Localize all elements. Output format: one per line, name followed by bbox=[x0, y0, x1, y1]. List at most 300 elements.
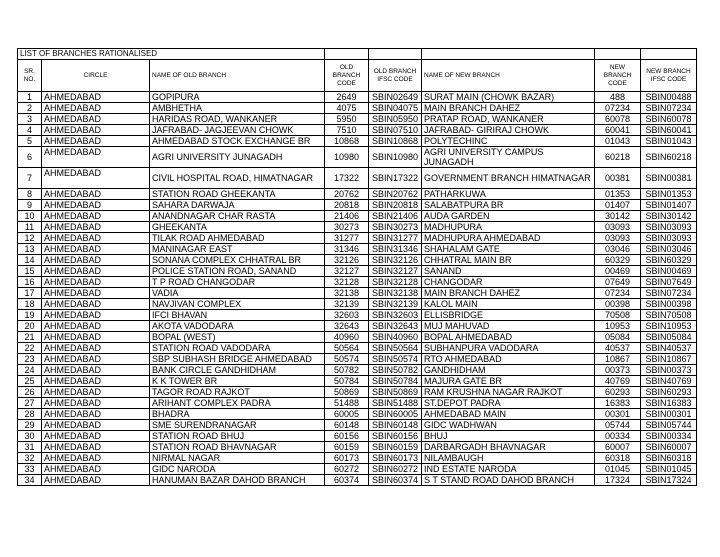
cell-new-branch-name: SANAND bbox=[422, 266, 595, 277]
cell-circle: AHMEDABAD bbox=[42, 431, 150, 442]
header-old-branch-name: NAME OF OLD BRANCH bbox=[150, 60, 325, 92]
cell-old-branch-name: VADIA bbox=[150, 288, 325, 299]
cell-old-ifsc: SBIN31277 bbox=[369, 233, 422, 244]
cell-old-branch-name: BANK CIRCLE GANDHIDHAM bbox=[150, 365, 325, 376]
cell-old-branch-code: 2649 bbox=[325, 92, 369, 103]
cell-old-ifsc: SBIN07510 bbox=[369, 125, 422, 136]
cell-new-branch-name: RAM KRUSHNA NAGAR RAJKOT bbox=[422, 387, 595, 398]
cell-circle: AHMEDABAD bbox=[42, 288, 150, 299]
cell-old-branch-name: BOPAL (WEST) bbox=[150, 332, 325, 343]
cell-sr: 7 bbox=[18, 168, 42, 189]
cell-circle: AHMEDABAD bbox=[42, 453, 150, 464]
cell-old-branch-code: 32127 bbox=[325, 266, 369, 277]
cell-old-branch-name: GOPIPURA bbox=[150, 92, 325, 103]
cell-old-ifsc: SBIN20818 bbox=[369, 200, 422, 211]
cell-old-ifsc: SBIN60005 bbox=[369, 409, 422, 420]
cell-sr: 1 bbox=[18, 92, 42, 103]
cell-old-ifsc: SBIN32643 bbox=[369, 321, 422, 332]
cell-sr: 32 bbox=[18, 453, 42, 464]
cell-old-branch-code: 30273 bbox=[325, 222, 369, 233]
cell-sr: 6 bbox=[18, 147, 42, 168]
cell-old-branch-code: 5950 bbox=[325, 114, 369, 125]
cell-new-branch-name: MUJ MAHUVAD bbox=[422, 321, 595, 332]
cell-old-branch-name: BHADRA bbox=[150, 409, 325, 420]
header-old-branch-code: OLD BRANCH CODE bbox=[325, 60, 369, 92]
cell-new-ifsc: SBIN01043 bbox=[641, 136, 697, 147]
cell-old-ifsc: SBIN21406 bbox=[369, 211, 422, 222]
title-blank-cell bbox=[369, 49, 422, 60]
cell-new-ifsc: SBIN60041 bbox=[641, 125, 697, 136]
cell-old-branch-name: SAHARA DARWAJA bbox=[150, 200, 325, 211]
cell-old-ifsc: SBIN17322 bbox=[369, 168, 422, 189]
cell-old-ifsc: SBIN10980 bbox=[369, 147, 422, 168]
cell-old-ifsc: SBIN60156 bbox=[369, 431, 422, 442]
cell-new-branch-code: 03093 bbox=[595, 233, 641, 244]
cell-circle: AHMEDABAD bbox=[42, 464, 150, 475]
table-row bbox=[18, 310, 697, 321]
cell-old-branch-name: SBP SUBHASH BRIDGE AHMEDABAD bbox=[150, 354, 325, 365]
table-row bbox=[18, 288, 697, 299]
cell-new-ifsc: SBIN00469 bbox=[641, 266, 697, 277]
cell-old-ifsc: SBIN50869 bbox=[369, 387, 422, 398]
cell-old-branch-name: AMBHETHA bbox=[150, 103, 325, 114]
cell-old-branch-name: SONANA COMPLEX CHHATRAL BR bbox=[150, 255, 325, 266]
cell-new-ifsc: SBIN00334 bbox=[641, 431, 697, 442]
cell-old-ifsc: SBIN32126 bbox=[369, 255, 422, 266]
cell-sr: 3 bbox=[18, 114, 42, 125]
cell-new-branch-name: CHANGODAR bbox=[422, 277, 595, 288]
cell-circle: AHMEDABAD bbox=[42, 299, 150, 310]
cell-sr: 19 bbox=[18, 310, 42, 321]
cell-new-ifsc: SBIN60078 bbox=[641, 114, 697, 125]
cell-old-branch-code: 32643 bbox=[325, 321, 369, 332]
cell-new-ifsc: SBIN03093 bbox=[641, 222, 697, 233]
cell-sr: 31 bbox=[18, 442, 42, 453]
cell-sr: 17 bbox=[18, 288, 42, 299]
cell-old-branch-code: 17322 bbox=[325, 168, 369, 189]
cell-new-branch-code: 03093 bbox=[595, 222, 641, 233]
cell-circle: AHMEDABAD bbox=[42, 147, 150, 168]
branches-table bbox=[17, 48, 697, 486]
cell-new-branch-name: POLYTECHINC bbox=[422, 136, 595, 147]
cell-circle: AHMEDABAD bbox=[42, 277, 150, 288]
cell-new-branch-name: AUDA GARDEN bbox=[422, 211, 595, 222]
cell-old-branch-code: 32128 bbox=[325, 277, 369, 288]
cell-new-ifsc: SBIN00373 bbox=[641, 365, 697, 376]
cell-new-branch-code: 10867 bbox=[595, 354, 641, 365]
cell-old-branch-name: TAGOR ROAD RAJKOT bbox=[150, 387, 325, 398]
cell-new-branch-code: 40537 bbox=[595, 343, 641, 354]
cell-new-branch-name: GANDHIDHAM bbox=[422, 365, 595, 376]
cell-new-ifsc: SBIN40537 bbox=[641, 343, 697, 354]
cell-new-branch-code: 01045 bbox=[595, 464, 641, 475]
table-row bbox=[18, 431, 697, 442]
cell-old-branch-code: 60159 bbox=[325, 442, 369, 453]
cell-sr: 20 bbox=[18, 321, 42, 332]
cell-new-branch-name: MADHUPURA AHMEDABAD bbox=[422, 233, 595, 244]
cell-old-branch-code: 50784 bbox=[325, 376, 369, 387]
cell-new-branch-code: 70508 bbox=[595, 310, 641, 321]
cell-circle: AHMEDABAD bbox=[42, 310, 150, 321]
table-row bbox=[18, 233, 697, 244]
cell-sr: 8 bbox=[18, 189, 42, 200]
cell-old-branch-code: 50564 bbox=[325, 343, 369, 354]
cell-new-branch-name: JAFRABAD- GIRIRAJ CHOWK bbox=[422, 125, 595, 136]
cell-sr: 30 bbox=[18, 431, 42, 442]
cell-old-branch-name: AKOTA VADODARA bbox=[150, 321, 325, 332]
cell-new-branch-code: 03046 bbox=[595, 244, 641, 255]
cell-new-branch-code: 00301 bbox=[595, 409, 641, 420]
cell-old-branch-name: STATION ROAD VADODARA bbox=[150, 343, 325, 354]
cell-old-ifsc: SBIN50782 bbox=[369, 365, 422, 376]
cell-new-ifsc: SBIN17324 bbox=[641, 475, 697, 486]
cell-new-branch-name: NILAMBAUGH bbox=[422, 453, 595, 464]
cell-old-ifsc: SBIN05950 bbox=[369, 114, 422, 125]
cell-old-branch-code: 60156 bbox=[325, 431, 369, 442]
table-row bbox=[18, 189, 697, 200]
cell-old-ifsc: SBIN32139 bbox=[369, 299, 422, 310]
header-new-branch-name: NAME OF NEW BRANCH bbox=[422, 60, 595, 92]
cell-old-branch-code: 32138 bbox=[325, 288, 369, 299]
cell-new-ifsc: SBIN40769 bbox=[641, 376, 697, 387]
cell-new-ifsc: SBIN07234 bbox=[641, 288, 697, 299]
cell-circle: AHMEDABAD bbox=[42, 376, 150, 387]
table-row bbox=[18, 147, 697, 168]
cell-new-ifsc: SBIN30142 bbox=[641, 211, 697, 222]
cell-old-branch-code: 60272 bbox=[325, 464, 369, 475]
cell-new-branch-code: 01353 bbox=[595, 189, 641, 200]
cell-new-branch-code: 00334 bbox=[595, 431, 641, 442]
cell-old-ifsc: SBIN60148 bbox=[369, 420, 422, 431]
cell-new-branch-code: 60293 bbox=[595, 387, 641, 398]
cell-old-branch-name: ARIHANT COMPLEX PADRA bbox=[150, 398, 325, 409]
cell-old-branch-code: 60148 bbox=[325, 420, 369, 431]
cell-new-branch-code: 60218 bbox=[595, 147, 641, 168]
table-row bbox=[18, 442, 697, 453]
cell-new-ifsc: SBIN07649 bbox=[641, 277, 697, 288]
cell-new-ifsc: SBIN60318 bbox=[641, 453, 697, 464]
table-row bbox=[18, 387, 697, 398]
cell-sr: 16 bbox=[18, 277, 42, 288]
cell-sr: 4 bbox=[18, 125, 42, 136]
sheet-title: LIST OF BRANCHES RATIONALISED bbox=[18, 49, 325, 60]
cell-old-ifsc: SBIN50564 bbox=[369, 343, 422, 354]
cell-old-branch-name: STATION ROAD BHAVNAGAR bbox=[150, 442, 325, 453]
cell-old-ifsc: SBIN32138 bbox=[369, 288, 422, 299]
table-row bbox=[18, 277, 697, 288]
title-blank-cell bbox=[595, 49, 641, 60]
cell-new-branch-code: 17324 bbox=[595, 475, 641, 486]
cell-new-branch-code: 00469 bbox=[595, 266, 641, 277]
cell-circle: AHMEDABAD bbox=[42, 420, 150, 431]
cell-circle: AHMEDABAD bbox=[42, 125, 150, 136]
table-row bbox=[18, 114, 697, 125]
cell-new-branch-name: DARBARGADH BHAVNAGAR bbox=[422, 442, 595, 453]
cell-new-ifsc: SBIN60007 bbox=[641, 442, 697, 453]
cell-new-branch-code: 01043 bbox=[595, 136, 641, 147]
table-row bbox=[18, 453, 697, 464]
cell-sr: 13 bbox=[18, 244, 42, 255]
cell-new-ifsc: SBIN60329 bbox=[641, 255, 697, 266]
table-row bbox=[18, 125, 697, 136]
title-blank-cell bbox=[325, 49, 369, 60]
cell-new-ifsc: SBIN01407 bbox=[641, 200, 697, 211]
cell-circle: AHMEDABAD bbox=[42, 92, 150, 103]
cell-old-ifsc: SBIN20762 bbox=[369, 189, 422, 200]
cell-new-ifsc: SBIN01045 bbox=[641, 464, 697, 475]
cell-new-branch-code: 00398 bbox=[595, 299, 641, 310]
table-row bbox=[18, 92, 697, 103]
cell-old-branch-code: 60005 bbox=[325, 409, 369, 420]
cell-circle: AHMEDABAD bbox=[42, 442, 150, 453]
cell-sr: 33 bbox=[18, 464, 42, 475]
table-row bbox=[18, 200, 697, 211]
cell-new-ifsc: SBIN00381 bbox=[641, 168, 697, 189]
cell-old-branch-name: HARIDAS ROAD, WANKANER bbox=[150, 114, 325, 125]
cell-sr: 25 bbox=[18, 376, 42, 387]
cell-old-branch-name: GHEEKANTA bbox=[150, 222, 325, 233]
cell-old-branch-code: 32603 bbox=[325, 310, 369, 321]
cell-new-branch-name: S T STAND ROAD DAHOD BRANCH bbox=[422, 475, 595, 486]
table-row bbox=[18, 420, 697, 431]
cell-new-ifsc: SBIN00488 bbox=[641, 92, 697, 103]
cell-old-branch-name: ANANDNAGAR CHAR RASTA bbox=[150, 211, 325, 222]
cell-old-branch-name: T P ROAD CHANGODAR bbox=[150, 277, 325, 288]
cell-old-ifsc: SBIN32128 bbox=[369, 277, 422, 288]
cell-new-ifsc: SBIN05744 bbox=[641, 420, 697, 431]
cell-sr: 14 bbox=[18, 255, 42, 266]
cell-new-branch-code: 05744 bbox=[595, 420, 641, 431]
cell-new-branch-name: AGRI UNIVERSITY CAMPUS JUNAGADH bbox=[422, 147, 595, 168]
table-row bbox=[18, 103, 697, 114]
cell-old-branch-name: GIDC NARODA bbox=[150, 464, 325, 475]
cell-old-ifsc: SBIN60374 bbox=[369, 475, 422, 486]
cell-old-branch-name: CIVIL HOSPITAL ROAD, HIMATNAGAR bbox=[150, 168, 325, 189]
table-row bbox=[18, 332, 697, 343]
cell-old-branch-name: AHMEDABAD STOCK EXCHANGE BR bbox=[150, 136, 325, 147]
cell-circle: AHMEDABAD bbox=[42, 332, 150, 343]
table-row bbox=[18, 343, 697, 354]
cell-old-branch-name: SME SURENDRANAGAR bbox=[150, 420, 325, 431]
cell-sr: 22 bbox=[18, 343, 42, 354]
cell-new-branch-code: 60041 bbox=[595, 125, 641, 136]
cell-old-branch-code: 20762 bbox=[325, 189, 369, 200]
cell-sr: 15 bbox=[18, 266, 42, 277]
table-row bbox=[18, 168, 697, 189]
cell-new-ifsc: SBIN10867 bbox=[641, 354, 697, 365]
cell-old-ifsc: SBIN30273 bbox=[369, 222, 422, 233]
cell-new-branch-name: CHHATRAL MAIN BR bbox=[422, 255, 595, 266]
title-blank-cell bbox=[641, 49, 697, 60]
cell-new-branch-code: 05084 bbox=[595, 332, 641, 343]
cell-new-ifsc: SBIN70508 bbox=[641, 310, 697, 321]
cell-old-branch-name: STATION ROAD BHUJ bbox=[150, 431, 325, 442]
cell-old-branch-name: HANUMAN BAZAR DAHOD BRANCH bbox=[150, 475, 325, 486]
cell-sr: 12 bbox=[18, 233, 42, 244]
cell-old-branch-name: POLICE STATION ROAD, SANAND bbox=[150, 266, 325, 277]
cell-sr: 28 bbox=[18, 409, 42, 420]
table-row bbox=[18, 409, 697, 420]
cell-sr: 9 bbox=[18, 200, 42, 211]
table-row bbox=[18, 211, 697, 222]
cell-circle: AHMEDABAD bbox=[42, 200, 150, 211]
cell-old-branch-code: 7510 bbox=[325, 125, 369, 136]
table-row bbox=[18, 299, 697, 310]
cell-circle: AHMEDABAD bbox=[42, 354, 150, 365]
cell-old-branch-code: 10868 bbox=[325, 136, 369, 147]
title-blank-cell bbox=[422, 49, 595, 60]
cell-new-ifsc: SBIN07234 bbox=[641, 103, 697, 114]
cell-new-ifsc: SBIN03046 bbox=[641, 244, 697, 255]
cell-old-branch-name: STATION ROAD GHEEKANTA bbox=[150, 189, 325, 200]
cell-old-ifsc: SBIN10868 bbox=[369, 136, 422, 147]
table-row bbox=[18, 244, 697, 255]
cell-new-branch-code: 16383 bbox=[595, 398, 641, 409]
cell-circle: AHMEDABAD bbox=[42, 398, 150, 409]
cell-sr: 10 bbox=[18, 211, 42, 222]
cell-new-ifsc: SBIN03093 bbox=[641, 233, 697, 244]
table-row bbox=[18, 136, 697, 147]
cell-circle: AHMEDABAD bbox=[42, 321, 150, 332]
cell-new-branch-code: 60318 bbox=[595, 453, 641, 464]
cell-sr: 5 bbox=[18, 136, 42, 147]
table-row bbox=[18, 464, 697, 475]
cell-new-branch-name: MAJURA GATE BR bbox=[422, 376, 595, 387]
cell-old-ifsc: SBIN60173 bbox=[369, 453, 422, 464]
cell-new-branch-name: MAIN BRANCH DAHEZ bbox=[422, 288, 595, 299]
cell-new-branch-name: BOPAL AHMEDABAD bbox=[422, 332, 595, 343]
cell-old-ifsc: SBIN32127 bbox=[369, 266, 422, 277]
header-old-ifsc: OLD BRANCH IFSC CODE bbox=[369, 60, 422, 92]
cell-circle: AHMEDABAD bbox=[42, 475, 150, 486]
cell-old-ifsc: SBIN51488 bbox=[369, 398, 422, 409]
cell-new-branch-name: GIDC WADHWAN bbox=[422, 420, 595, 431]
cell-old-branch-name: IFCI BHAVAN bbox=[150, 310, 325, 321]
cell-circle: AHMEDABAD bbox=[42, 114, 150, 125]
cell-circle: AHMEDABAD bbox=[42, 266, 150, 277]
cell-new-branch-name: SHAHALAM GATE bbox=[422, 244, 595, 255]
cell-new-branch-name: MAIN BRANCH DAHEZ bbox=[422, 103, 595, 114]
cell-new-branch-name: BHUJ bbox=[422, 431, 595, 442]
cell-new-branch-code: 00373 bbox=[595, 365, 641, 376]
cell-old-branch-code: 51488 bbox=[325, 398, 369, 409]
cell-old-branch-name: JAFRABAD- JAGJEEVAN CHOWK bbox=[150, 125, 325, 136]
cell-old-branch-code: 4075 bbox=[325, 103, 369, 114]
table-row bbox=[18, 475, 697, 486]
cell-circle: AHMEDABAD bbox=[42, 211, 150, 222]
cell-circle: AHMEDABAD bbox=[42, 233, 150, 244]
cell-old-ifsc: SBIN32603 bbox=[369, 310, 422, 321]
cell-old-ifsc: SBIN31346 bbox=[369, 244, 422, 255]
table-row bbox=[18, 321, 697, 332]
cell-old-branch-code: 10980 bbox=[325, 147, 369, 168]
cell-old-branch-code: 60173 bbox=[325, 453, 369, 464]
cell-old-branch-name: MANINAGAR EAST bbox=[150, 244, 325, 255]
cell-new-branch-name: ST.DEPOT PADRA bbox=[422, 398, 595, 409]
cell-circle: AHMEDABAD bbox=[42, 168, 150, 189]
cell-circle: AHMEDABAD bbox=[42, 136, 150, 147]
cell-new-ifsc: SBIN16383 bbox=[641, 398, 697, 409]
cell-new-ifsc: SBIN60218 bbox=[641, 147, 697, 168]
cell-new-branch-name: PRATAP ROAD, WANKANER bbox=[422, 114, 595, 125]
cell-new-branch-code: 10953 bbox=[595, 321, 641, 332]
cell-old-ifsc: SBIN40960 bbox=[369, 332, 422, 343]
table-row bbox=[18, 255, 697, 266]
cell-sr: 21 bbox=[18, 332, 42, 343]
cell-sr: 29 bbox=[18, 420, 42, 431]
cell-old-branch-code: 60374 bbox=[325, 475, 369, 486]
cell-new-branch-name: GOVERNMENT BRANCH HIMATNAGAR bbox=[422, 168, 595, 189]
cell-old-branch-name: NIRMAL NAGAR bbox=[150, 453, 325, 464]
cell-sr: 18 bbox=[18, 299, 42, 310]
cell-old-branch-code: 32126 bbox=[325, 255, 369, 266]
table-row bbox=[18, 398, 697, 409]
header-sr: SR. NO. bbox=[18, 60, 42, 92]
cell-new-branch-name: IND ESTATE NARODA bbox=[422, 464, 595, 475]
cell-circle: AHMEDABAD bbox=[42, 255, 150, 266]
cell-new-ifsc: SBIN00398 bbox=[641, 299, 697, 310]
cell-sr: 24 bbox=[18, 365, 42, 376]
table-row bbox=[18, 376, 697, 387]
cell-old-ifsc: SBIN60272 bbox=[369, 464, 422, 475]
cell-old-branch-code: 31277 bbox=[325, 233, 369, 244]
cell-old-branch-code: 31346 bbox=[325, 244, 369, 255]
cell-sr: 23 bbox=[18, 354, 42, 365]
cell-circle: AHMEDABAD bbox=[42, 222, 150, 233]
cell-circle: AHMEDABAD bbox=[42, 387, 150, 398]
cell-old-branch-code: 50574 bbox=[325, 354, 369, 365]
cell-new-branch-code: 60007 bbox=[595, 442, 641, 453]
cell-new-branch-name: MADHUPURA bbox=[422, 222, 595, 233]
table-row bbox=[18, 354, 697, 365]
cell-new-branch-code: 00381 bbox=[595, 168, 641, 189]
cell-old-ifsc: SBIN04075 bbox=[369, 103, 422, 114]
cell-old-branch-code: 50782 bbox=[325, 365, 369, 376]
cell-new-branch-code: 40769 bbox=[595, 376, 641, 387]
cell-new-branch-code: 07649 bbox=[595, 277, 641, 288]
cell-old-branch-code: 40960 bbox=[325, 332, 369, 343]
cell-new-ifsc: SBIN01353 bbox=[641, 189, 697, 200]
header-new-branch-code: NEW BRANCH CODE bbox=[595, 60, 641, 92]
cell-new-branch-name: SALABATPURA BR bbox=[422, 200, 595, 211]
cell-sr: 34 bbox=[18, 475, 42, 486]
cell-new-ifsc: SBIN05084 bbox=[641, 332, 697, 343]
cell-old-branch-code: 50869 bbox=[325, 387, 369, 398]
cell-new-branch-code: 01407 bbox=[595, 200, 641, 211]
cell-old-branch-code: 20818 bbox=[325, 200, 369, 211]
table-row bbox=[18, 222, 697, 233]
cell-new-ifsc: SBIN60293 bbox=[641, 387, 697, 398]
cell-sr: 11 bbox=[18, 222, 42, 233]
table-row bbox=[18, 365, 697, 376]
cell-new-branch-name: PATHARKUWA bbox=[422, 189, 595, 200]
cell-new-branch-name: KALOL MAIN bbox=[422, 299, 595, 310]
cell-new-ifsc: SBIN10953 bbox=[641, 321, 697, 332]
cell-old-branch-name: TILAK ROAD AHMEDABAD bbox=[150, 233, 325, 244]
cell-old-ifsc: SBIN60159 bbox=[369, 442, 422, 453]
cell-circle: AHMEDABAD bbox=[42, 244, 150, 255]
cell-circle: AHMEDABAD bbox=[42, 343, 150, 354]
cell-new-branch-code: 07234 bbox=[595, 288, 641, 299]
cell-new-branch-code: 60078 bbox=[595, 114, 641, 125]
cell-circle: AHMEDABAD bbox=[42, 409, 150, 420]
cell-sr: 26 bbox=[18, 387, 42, 398]
cell-sr: 2 bbox=[18, 103, 42, 114]
cell-old-branch-name: K K TOWER BR bbox=[150, 376, 325, 387]
cell-sr: 27 bbox=[18, 398, 42, 409]
header-row bbox=[18, 60, 697, 92]
cell-new-branch-name: RTO AHMEDABAD bbox=[422, 354, 595, 365]
